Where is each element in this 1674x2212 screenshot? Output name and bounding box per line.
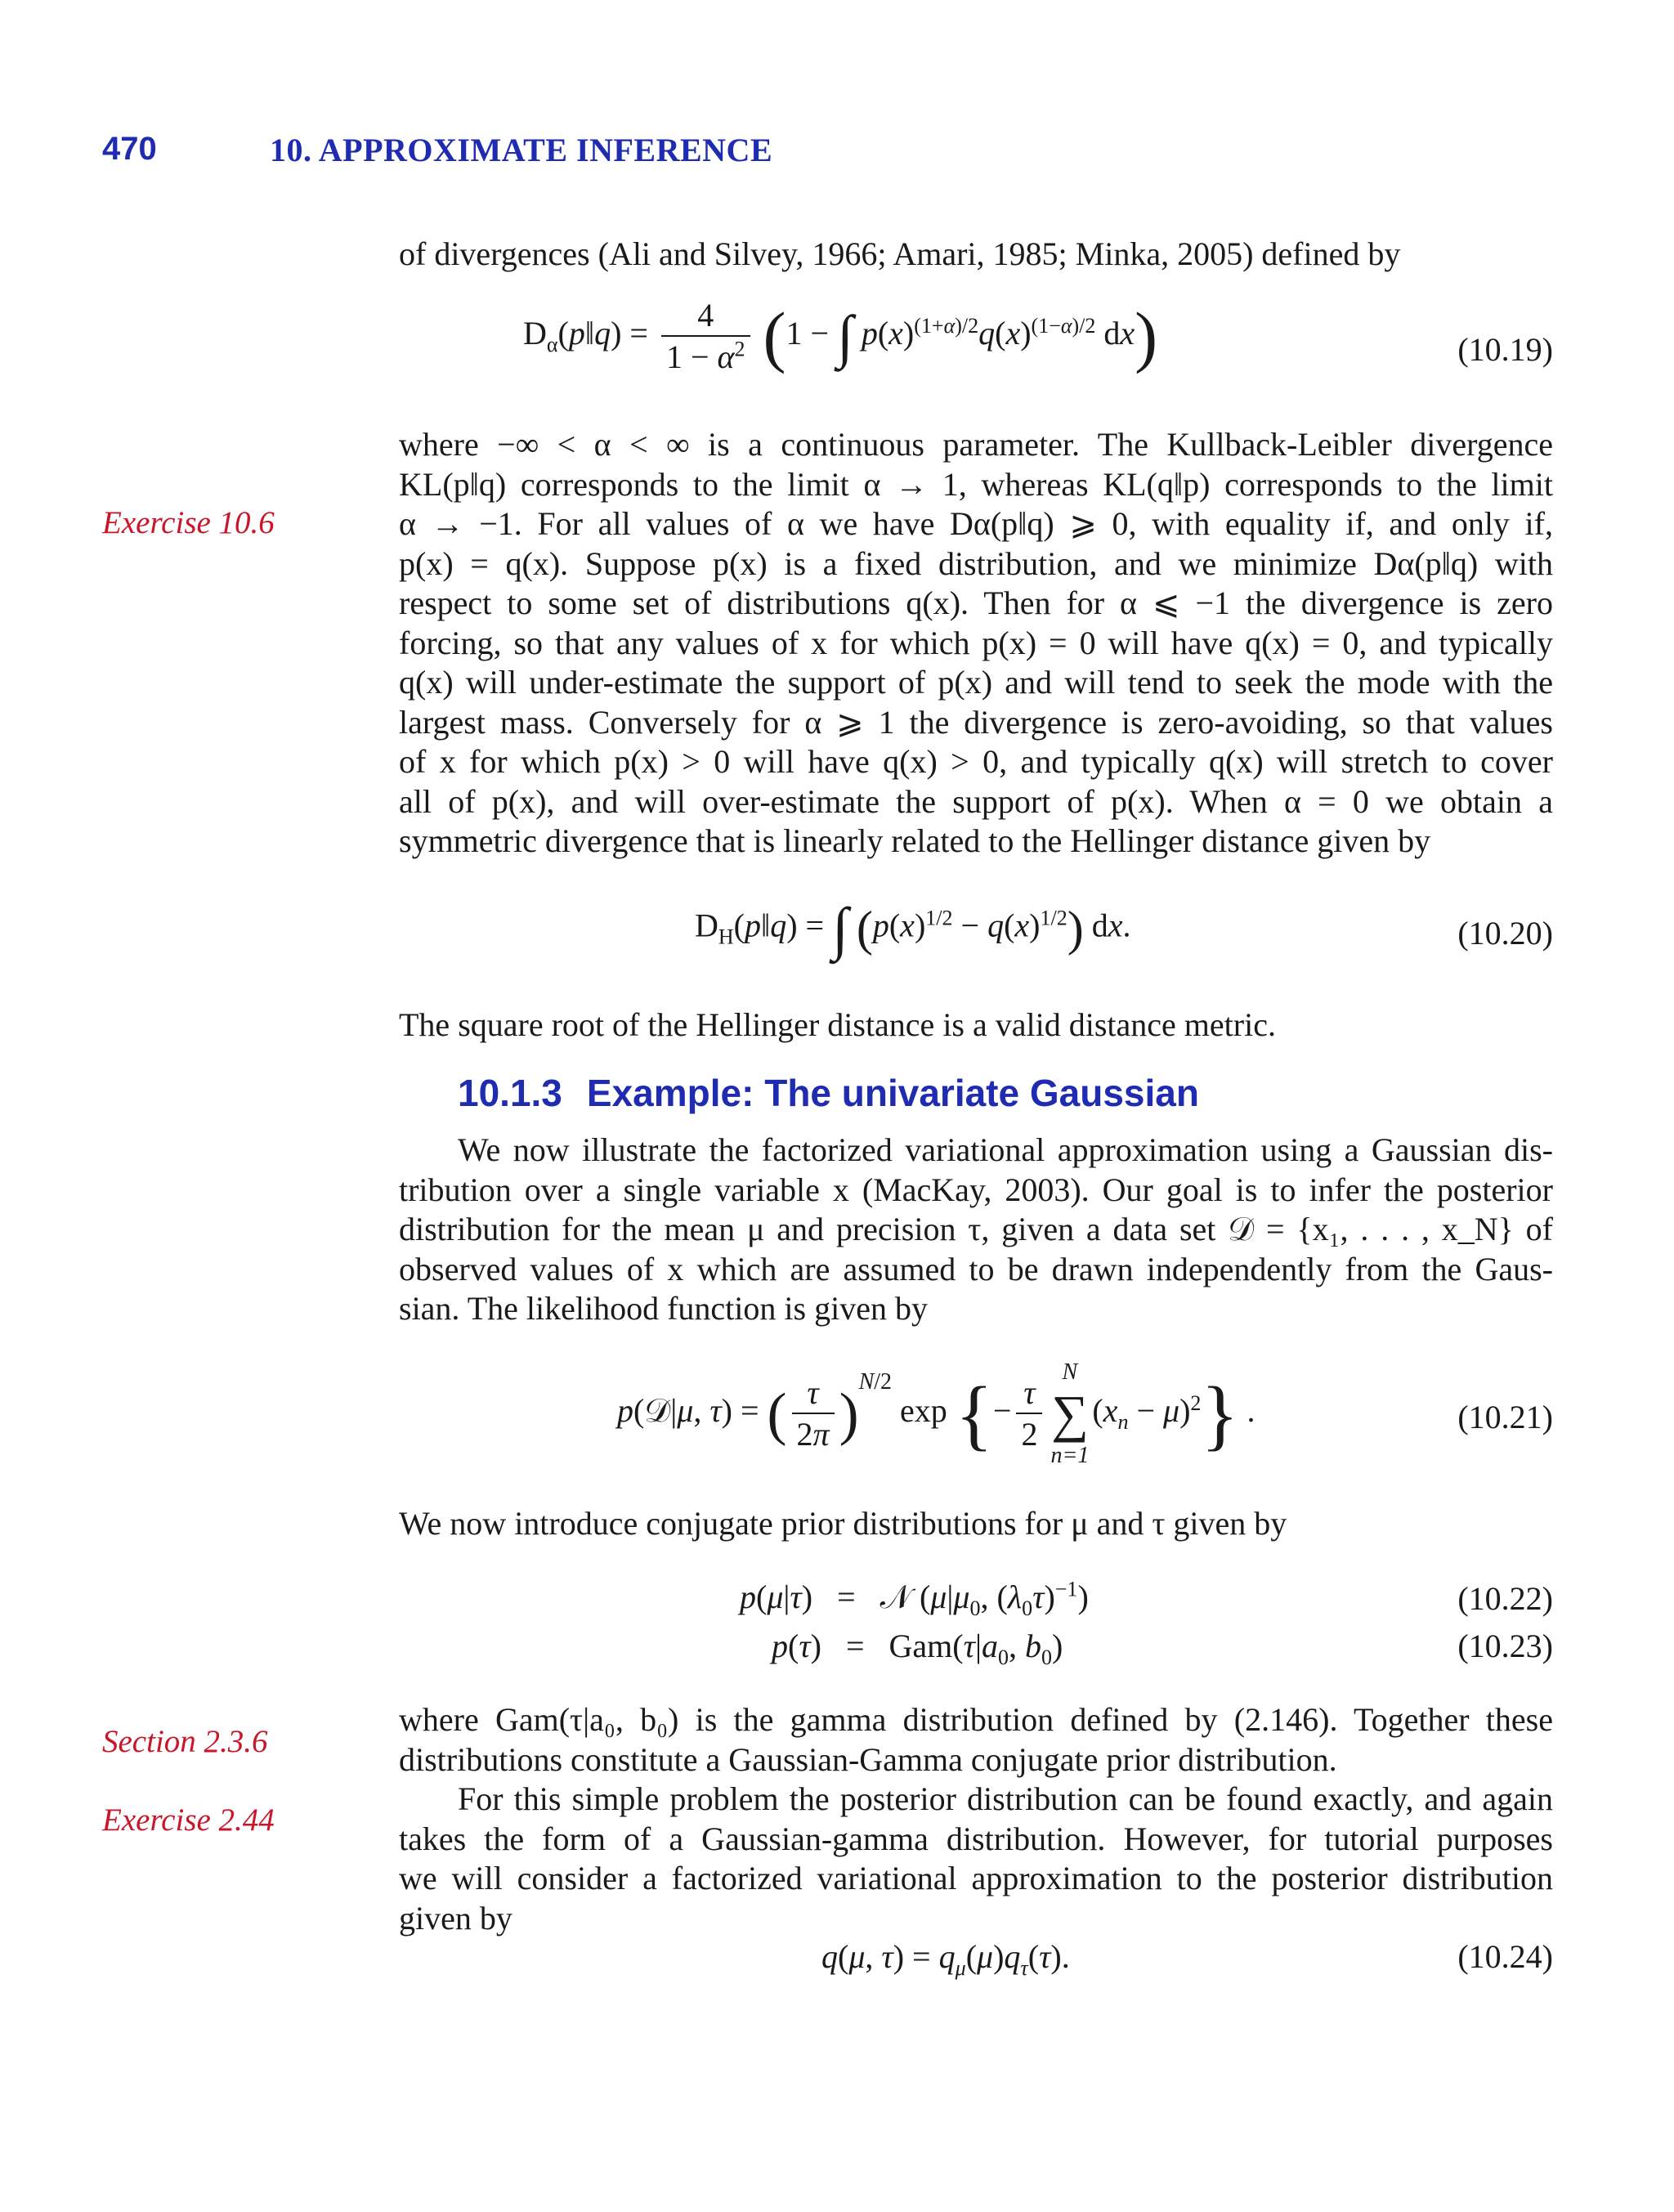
equation-10-23: $p(\tau) = Gam(\tau|a_0$, $b_0$) <box>772 1628 1063 1669</box>
text-line: all of p(x), and will over-estimate the support of p(x). When α = 0 we obtain a <box>399 782 1553 820</box>
margin-note-section-2-3-6[interactable]: Section 2.3.6 <box>102 1724 268 1759</box>
text-line: where Gam(τ|a₀, b₀) is the gamma distribution defined by (2.146). Together these <box>399 1701 1553 1738</box>
text-line: p(x) = q(x). Suppose p(x) is a fixed distribution, and we minimize Dα(p‖q) with <box>399 544 1553 582</box>
equation-number: (10.22) <box>1457 1580 1553 1617</box>
section-title: Example: The univariate Gaussian <box>586 1072 1199 1114</box>
text-line: distribution for the mean μ and precision τ, given a data set 𝒟 = {x₁, . . . , x_N} of <box>399 1211 1553 1247</box>
paragraph-conjugate <box>399 1504 1553 1544</box>
equation-number: (10.19) <box>1457 331 1553 368</box>
text-line: observed values of x which are assumed to be drawn independently from the Gaus- <box>399 1250 1553 1287</box>
text-line: takes the form of a Gaussian-gamma distribution. However, for tutorial purposes <box>399 1820 1553 1857</box>
text-line: of x for which p(x) > 0 will have q(x) > 0, and typically q(x) will stretch to cover <box>399 743 1553 780</box>
equation-10-24: q(μ, $\tau) = q_\mu(\mu)q_\tau(\tau)$. <box>821 1938 1070 1980</box>
margin-note-exercise-2-44[interactable]: Exercise 2.44 <box>102 1802 275 1838</box>
page-number: 470 <box>102 131 157 167</box>
running-title: 10. APPROXIMATE INFERENCE <box>270 132 773 168</box>
equation-10-19: $D_\alpha(p‖q)$ = $\frac{4}{1 - \alpha^2}$ (1 − ∫ $p(x)^{(1+\alpha)/2}q(x)^{(1-\alpha)/2}$ dx) <box>523 297 1158 375</box>
equation-number: (10.23) <box>1457 1628 1553 1664</box>
paragraph-posterior <box>399 1780 1553 1938</box>
section-heading <box>458 1071 1199 1115</box>
text-line: q(x) will under-estimate the support of p(x) and will tend to seek the mode with the <box>399 664 1553 701</box>
equation-number: (10.21) <box>1457 1399 1553 1435</box>
paragraph-gamma <box>399 1700 1553 1780</box>
text-line: We now illustrate the factorized variational approximation using a Gaussian dis- <box>458 1131 1553 1168</box>
text-line: where −∞ < α < ∞ is a continuous parameter. The Kullback-Leibler divergence <box>399 426 1553 463</box>
section-number: 10.1.3 <box>458 1072 562 1114</box>
text-line: of divergences (Ali and Silvey, 1966; Amari, 1985; Minka, 2005) defined by <box>399 235 1401 272</box>
text-line: The square root of the Hellinger distance is a valid distance metric. <box>399 1006 1276 1043</box>
margin-note-exercise-10-6[interactable]: Exercise 10.6 <box>102 505 275 540</box>
paragraph-divergence <box>399 425 1553 862</box>
paragraph-intro <box>399 235 1553 275</box>
text-line: largest mass. Conversely for α ⩾ 1 the divergence is zero-avoiding, so that values <box>399 703 1553 741</box>
text-line: respect to some set of distributions q(x). Then for α ⩽ −1 the divergence is zero <box>399 584 1553 621</box>
text-line: we will consider a factorized variational approximation to the posterior distribution <box>399 1860 1553 1896</box>
text-line: KL(p‖q) corresponds to the limit α → 1, whereas KL(q‖p) corresponds to the limit <box>399 465 1553 503</box>
text-line: symmetric divergence that is linearly related to the Hellinger distance given by <box>399 822 1431 859</box>
equation-number: (10.20) <box>1457 915 1553 952</box>
equation-10-20: $D_H(p‖q)$ = ∫ $(p(x)^{1/2} - q(x)^{1/2})$ dx. <box>695 896 1131 961</box>
text-line: forcing, so that any values of x for which p(x) = 0 will have q(x) = 0, and typically <box>399 624 1553 661</box>
text-line: distributions constitute a Gaussian-Gamma conjugate prior distribution. <box>399 1740 1337 1778</box>
text-line: For this simple problem the posterior distribution can be found exactly, and again <box>458 1780 1553 1817</box>
paragraph-hellinger <box>399 1005 1553 1046</box>
equation-10-21: p(𝒟|μ, τ) = ( $\frac{\tau}{2\pi}$ )$^{N/2}$ exp {− $\frac{\tau}{2}$ N ∑ n=1 $(x_n - \mu)^2$} . <box>617 1359 1256 1468</box>
text-line: given by <box>399 1899 512 1937</box>
text-line: sian. The likelihood function is given by <box>399 1290 928 1327</box>
text-line: We now introduce conjugate prior distributions for μ and τ given by <box>399 1505 1287 1542</box>
paragraph-univariate <box>399 1131 1553 1329</box>
equation-10-22: p(μ|τ) = 𝒩 ($\mu|\mu_0$, $(\lambda_0\tau)^{-1}$) <box>740 1577 1089 1620</box>
text-line: tribution over a single variable x (MacKay, 2003). Our goal is to infer the posterior <box>399 1171 1553 1208</box>
text-line: α → −1. For all values of α we have Dα(p‖q) ⩾ 0, with equality if, and only if, <box>399 505 1553 542</box>
equation-number: (10.24) <box>1457 1938 1553 1975</box>
